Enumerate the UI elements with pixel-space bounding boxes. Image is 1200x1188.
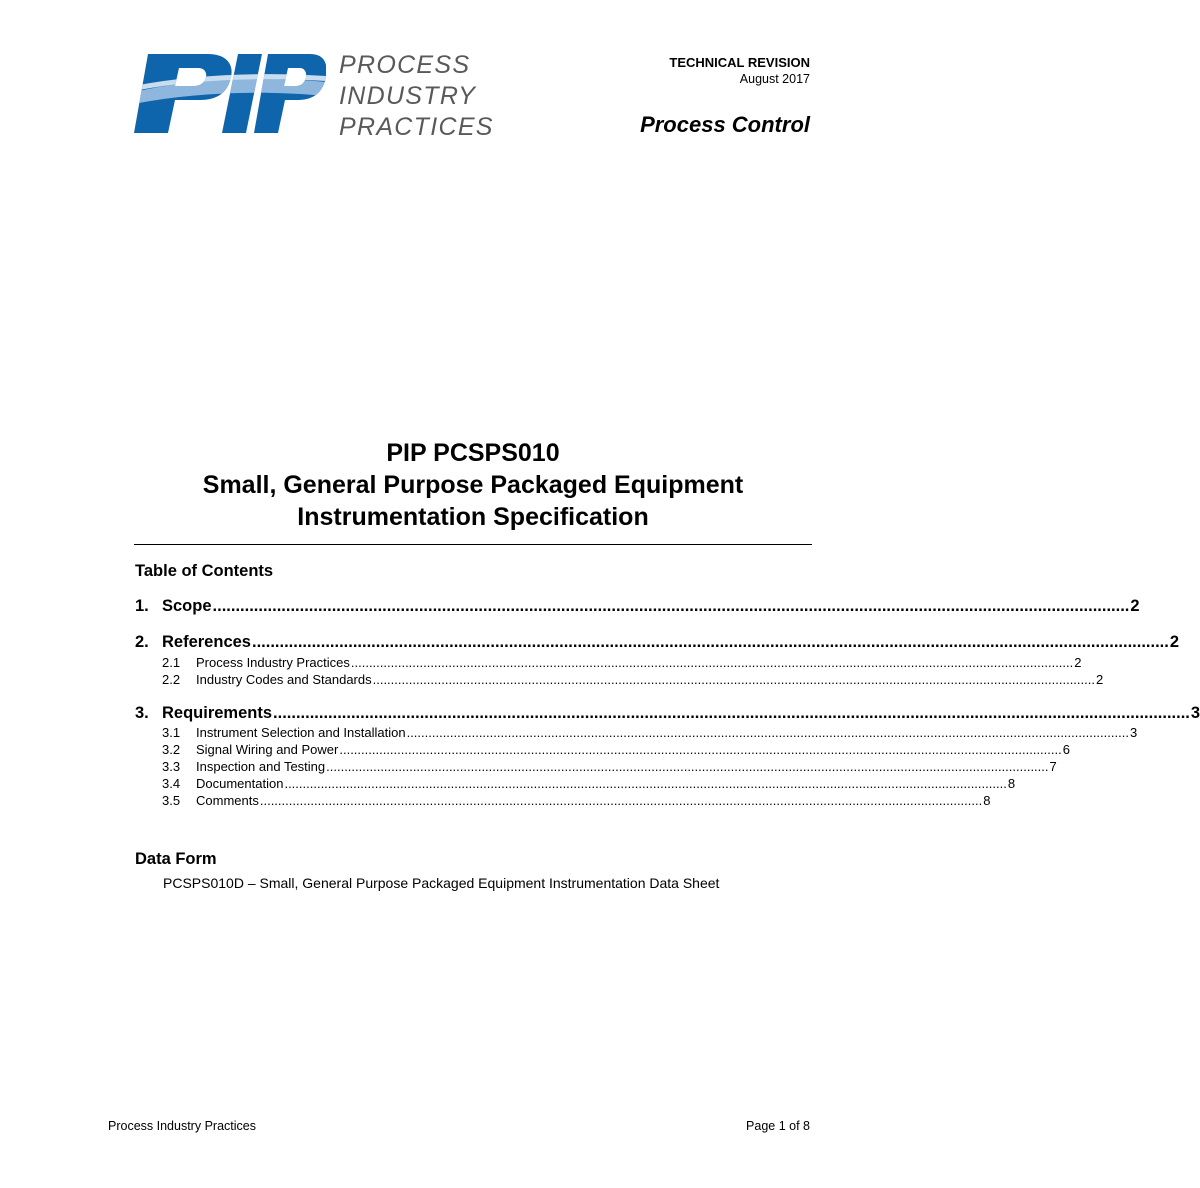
toc-leader: ........................................................................................................................................................................................................ xyxy=(284,776,1007,791)
logo-wordmark xyxy=(339,50,494,143)
toc-page: 2 xyxy=(1074,655,1082,670)
toc-entry-documentation[interactable] xyxy=(162,776,1016,791)
data-form-item[interactable]: PCSPS010D – Small, General Purpose Packaged Equipment Instrumentation Data Sheet xyxy=(163,875,720,891)
toc-label: Inspection and Testing xyxy=(196,759,326,774)
pip-logo-mark xyxy=(134,52,326,136)
toc-page: 3 xyxy=(1190,704,1200,722)
toc-number: 3.1 xyxy=(162,725,181,740)
toc-entry-process-industry-practices[interactable] xyxy=(162,655,1082,670)
toc-page: 3 xyxy=(1129,725,1138,740)
toc-entry-instrument-selection[interactable] xyxy=(162,725,1138,740)
logo-line-3: PRACTICES xyxy=(339,113,494,141)
toc-page: 8 xyxy=(983,793,991,808)
toc-number: 1. xyxy=(135,597,149,615)
toc-leader: ........................................................................................................................................................................................................ xyxy=(251,633,1169,651)
data-form-heading: Data Form xyxy=(135,850,217,868)
toc-leader: ........................................................................................................................................................................................................ xyxy=(406,725,1129,740)
document-category: Process Control xyxy=(640,112,810,137)
toc-label: Requirements xyxy=(162,704,273,722)
toc-leader: ........................................................................................................................................................................................................ xyxy=(339,742,1062,757)
document-title-line-2: Instrumentation Specification xyxy=(297,503,649,531)
logo-line-2: INDUSTRY xyxy=(339,82,477,110)
toc-number: 2. xyxy=(135,633,149,651)
toc-label: Documentation xyxy=(196,776,284,791)
toc-page: 2 xyxy=(1095,672,1104,687)
document-number: PIP PCSPS010 xyxy=(386,439,560,467)
toc-page: 2 xyxy=(1130,597,1140,615)
logo-line-1: PROCESS xyxy=(339,51,471,79)
toc-entry-scope[interactable] xyxy=(135,597,1140,616)
toc-label: References xyxy=(162,633,251,651)
toc-page: 7 xyxy=(1049,759,1057,774)
toc-label: Scope xyxy=(162,597,212,615)
toc-page: 2 xyxy=(1169,633,1180,651)
toc-entry-comments[interactable] xyxy=(162,793,991,808)
toc-number: 3.5 xyxy=(162,793,181,808)
toc-page: 8 xyxy=(1007,776,1016,791)
pip-logo xyxy=(134,50,494,140)
toc-heading: Table of Contents xyxy=(135,562,274,580)
toc-number: 2.2 xyxy=(162,672,181,687)
toc-label: Comments xyxy=(196,793,259,808)
document-title-line-1: Small, General Purpose Packaged Equipment xyxy=(202,471,744,499)
toc-number: 3. xyxy=(135,704,149,722)
toc-entry-signal-wiring[interactable] xyxy=(162,742,1070,757)
toc-leader: ........................................................................................................................................................................................................ xyxy=(350,655,1074,670)
toc-number: 3.3 xyxy=(162,759,181,774)
toc-page: 6 xyxy=(1062,742,1070,757)
toc-entry-references[interactable] xyxy=(135,633,1180,652)
toc-label: Instrument Selection and Installation xyxy=(196,725,406,740)
toc-number: 3.4 xyxy=(162,776,181,791)
toc-leader: ........................................................................................................................................................................................................ xyxy=(273,704,1190,722)
toc-leader: ........................................................................................................................................................................................................ xyxy=(372,672,1095,687)
footer-page-number: Page 1 of 8 xyxy=(746,1119,810,1133)
toc-leader: ........................................................................................................................................................................................................ xyxy=(212,597,1130,615)
toc-leader: ........................................................................................................................................................................................................ xyxy=(259,793,983,808)
toc-entry-industry-codes-and-standards[interactable] xyxy=(162,672,1104,687)
toc-label: Process Industry Practices xyxy=(196,655,350,670)
revision-date: August 2017 xyxy=(739,72,810,86)
toc-leader: ........................................................................................................................................................................................................ xyxy=(326,759,1049,774)
revision-label: TECHNICAL REVISION xyxy=(669,55,810,70)
footer-organization: Process Industry Practices xyxy=(108,1119,256,1133)
toc-number: 3.2 xyxy=(162,742,181,757)
title-divider xyxy=(134,544,812,545)
toc-entry-requirements[interactable] xyxy=(135,704,1200,723)
toc-number: 2.1 xyxy=(162,655,181,670)
toc-label: Signal Wiring and Power xyxy=(196,742,339,757)
toc-label: Industry Codes and Standards xyxy=(196,672,372,687)
toc-entry-inspection-testing[interactable] xyxy=(162,759,1057,774)
